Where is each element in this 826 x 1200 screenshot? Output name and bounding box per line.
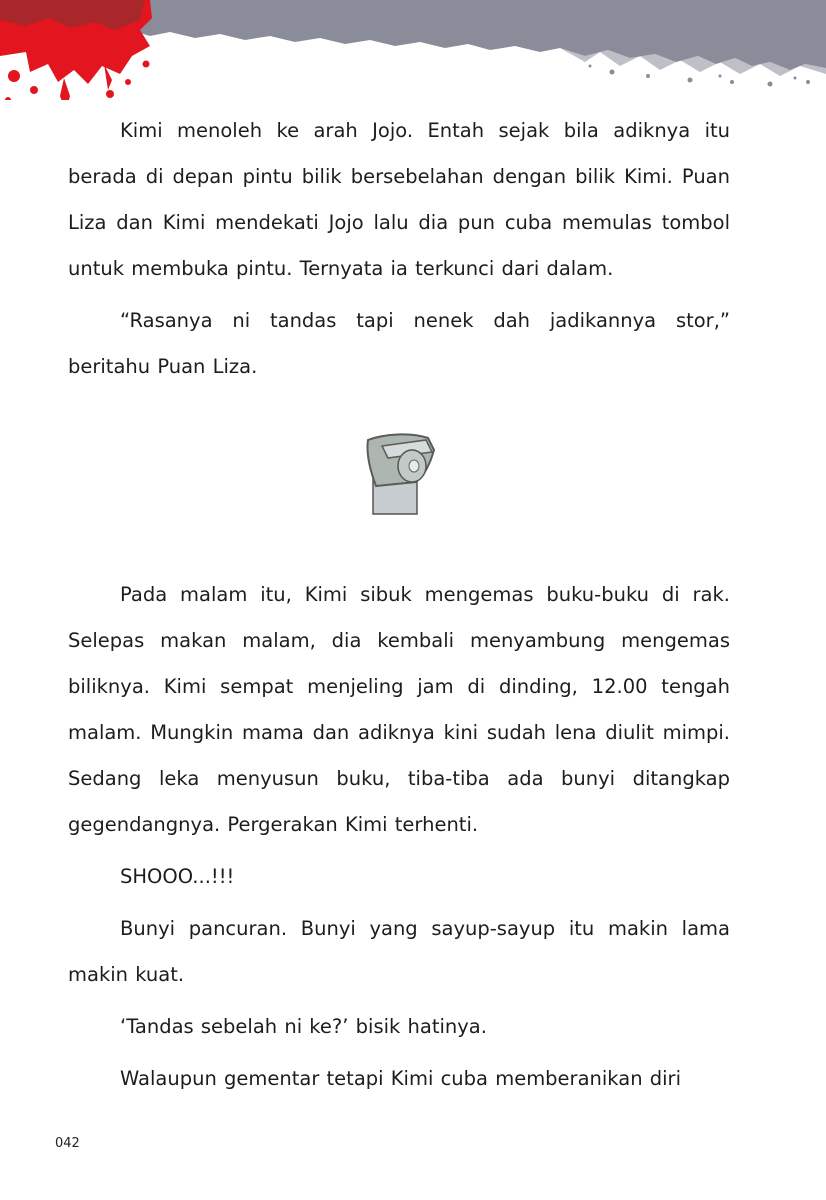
toilet-paper-holder-icon: [354, 430, 444, 520]
page-number: 042: [55, 1136, 80, 1151]
paragraph: Kimi menoleh ke arah Jojo. Entah sejak bila adiknya itu berada di depan pintu bilik bersebelahan dengan bilik Kimi. Puan Liza dan Kimi mendekati Jojo lalu dia pun cuba memulas tombol untuk membuka pintu. Ternyata ia terkunci dari dalam.: [68, 119, 730, 280]
blood-splatter-icon: [0, 0, 152, 100]
paragraph: Walaupun gementar tetapi Kimi cuba memberanikan diri: [120, 1067, 681, 1090]
paragraph: SHOOO...!!!: [120, 865, 235, 888]
paragraph: Pada malam itu, Kimi sibuk mengemas buku-buku di rak. Selepas makan malam, dia kembali menyambung mengemas biliknya. Kimi sempat menjeling jam di dinding, 12.00 tengah malam. Mungkin mama dan adiknya kini sudah lena diulit mimpi. Sedang leka menyusun buku, tiba-tiba ada bunyi ditangkap gegendangnya. Pergerakan Kimi terhenti.: [68, 583, 730, 836]
header-brush-stroke: [0, 0, 826, 100]
paragraph: ‘Tandas sebelah ni ke?’ bisik hatinya.: [120, 1015, 487, 1038]
paragraph: Bunyi pancuran. Bunyi yang sayup-sayup itu makin lama makin kuat.: [68, 917, 730, 986]
paragraph: “Rasanya ni tandas tapi nenek dah jadikannya stor,” beritahu Puan Liza.: [68, 309, 730, 378]
page-body: [68, 108, 730, 1102]
